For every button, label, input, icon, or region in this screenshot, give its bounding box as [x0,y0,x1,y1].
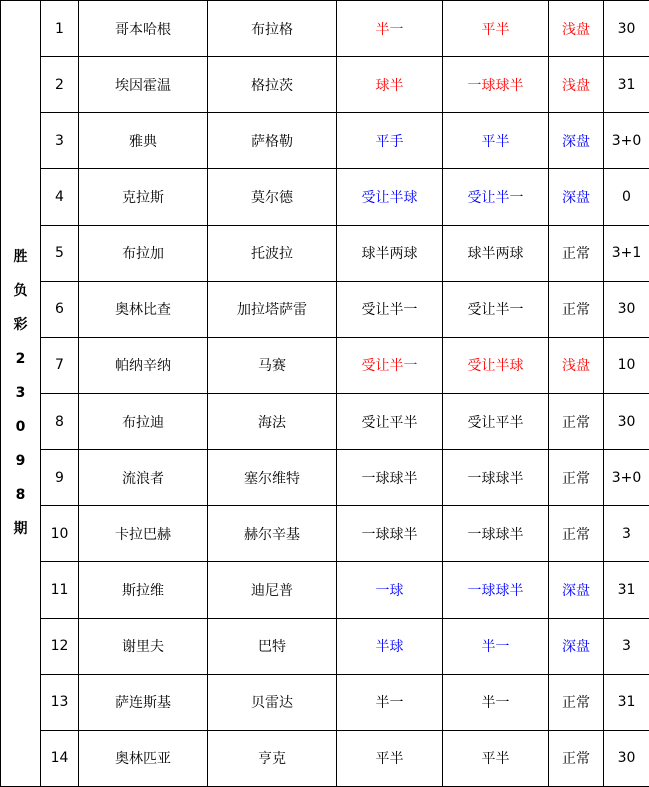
table-row [1,281,649,337]
table-row [1,337,649,393]
handicap-current: 一球球半 [443,562,549,618]
table-body [1,1,649,787]
home-team: 埃因霍温 [79,57,208,113]
handicap-current: 球半两球 [443,225,549,281]
handicap-current: 一球球半 [443,506,549,562]
handicap-depth: 正常 [549,393,604,449]
result: 31 [604,562,649,618]
handicap-depth: 浅盘 [549,337,604,393]
handicap-depth: 正常 [549,506,604,562]
away-team: 塞尔维特 [208,450,337,506]
result: 3+0 [604,450,649,506]
match-number: 7 [41,337,79,393]
handicap-current: 平半 [443,113,549,169]
away-team: 迪尼普 [208,562,337,618]
handicap-depth: 浅盘 [549,1,604,57]
home-team: 哥本哈根 [79,1,208,57]
home-team: 克拉斯 [79,169,208,225]
handicap-current: 平半 [443,1,549,57]
home-team: 布拉加 [79,225,208,281]
handicap-current: 受让半一 [443,281,549,337]
handicap-initial: 球半 [337,57,443,113]
table-row [1,393,649,449]
result: 30 [604,1,649,57]
handicap-depth: 深盘 [549,618,604,674]
handicap-depth: 正常 [549,281,604,337]
match-number: 4 [41,169,79,225]
handicap-initial: 受让平半 [337,393,443,449]
result: 30 [604,281,649,337]
handicap-current: 受让半球 [443,337,549,393]
handicap-current: 受让半一 [443,169,549,225]
handicap-depth: 浅盘 [549,57,604,113]
handicap-initial: 平手 [337,113,443,169]
away-team: 布拉格 [208,1,337,57]
away-team: 贝雷达 [208,674,337,730]
handicap-depth: 深盘 [549,169,604,225]
table-row [1,674,649,730]
match-number: 13 [41,674,79,730]
match-number: 11 [41,562,79,618]
handicap-initial: 半球 [337,618,443,674]
table-row [1,169,649,225]
handicap-depth: 正常 [549,450,604,506]
home-team: 卡拉巴赫 [79,506,208,562]
match-number: 3 [41,113,79,169]
away-team: 托波拉 [208,225,337,281]
handicap-initial: 一球 [337,562,443,618]
handicap-initial: 受让半球 [337,169,443,225]
handicap-initial: 受让半一 [337,337,443,393]
handicap-depth: 深盘 [549,113,604,169]
match-number: 2 [41,57,79,113]
table-row [1,225,649,281]
handicap-current: 一球球半 [443,57,549,113]
handicap-depth: 正常 [549,674,604,730]
handicap-current: 一球球半 [443,450,549,506]
result: 30 [604,730,649,786]
match-number: 10 [41,506,79,562]
handicap-initial: 球半两球 [337,225,443,281]
result: 31 [604,674,649,730]
home-team: 流浪者 [79,450,208,506]
match-number: 6 [41,281,79,337]
period-label: 胜 负 彩 2 3 0 9 8 期 [1,1,41,787]
home-team: 雅典 [79,113,208,169]
handicap-current: 受让平半 [443,393,549,449]
away-team: 萨格勒 [208,113,337,169]
handicap-initial: 半一 [337,1,443,57]
match-number: 12 [41,618,79,674]
result: 0 [604,169,649,225]
away-team: 加拉塔萨雷 [208,281,337,337]
table-row [1,562,649,618]
match-number: 8 [41,393,79,449]
home-team: 布拉迪 [79,393,208,449]
handicap-initial: 一球球半 [337,450,443,506]
handicap-initial: 半一 [337,674,443,730]
match-number: 5 [41,225,79,281]
result: 3 [604,506,649,562]
away-team: 莫尔德 [208,169,337,225]
handicap-current: 平半 [443,730,549,786]
result: 3+0 [604,113,649,169]
away-team: 亨克 [208,730,337,786]
match-number: 9 [41,450,79,506]
table-row [1,57,649,113]
handicap-initial: 一球球半 [337,506,443,562]
table-row [1,1,649,57]
home-team: 谢里夫 [79,618,208,674]
result: 31 [604,57,649,113]
away-team: 马赛 [208,337,337,393]
home-team: 斯拉维 [79,562,208,618]
handicap-current: 半一 [443,618,549,674]
handicap-initial: 平半 [337,730,443,786]
home-team: 奥林匹亚 [79,730,208,786]
match-number: 1 [41,1,79,57]
home-team: 奥林比查 [79,281,208,337]
table-row [1,618,649,674]
home-team: 帕纳辛纳 [79,337,208,393]
handicap-depth: 正常 [549,730,604,786]
table-row [1,506,649,562]
handicap-depth: 正常 [549,225,604,281]
match-number: 14 [41,730,79,786]
handicap-current: 半一 [443,674,549,730]
result: 30 [604,393,649,449]
table-row [1,730,649,786]
result: 3 [604,618,649,674]
away-team: 赫尔辛基 [208,506,337,562]
away-team: 格拉茨 [208,57,337,113]
away-team: 海法 [208,393,337,449]
table-row [1,113,649,169]
result: 10 [604,337,649,393]
home-team: 萨连斯基 [79,674,208,730]
away-team: 巴特 [208,618,337,674]
table-row [1,450,649,506]
result: 3+1 [604,225,649,281]
handicap-initial: 受让半一 [337,281,443,337]
handicap-depth: 深盘 [549,562,604,618]
